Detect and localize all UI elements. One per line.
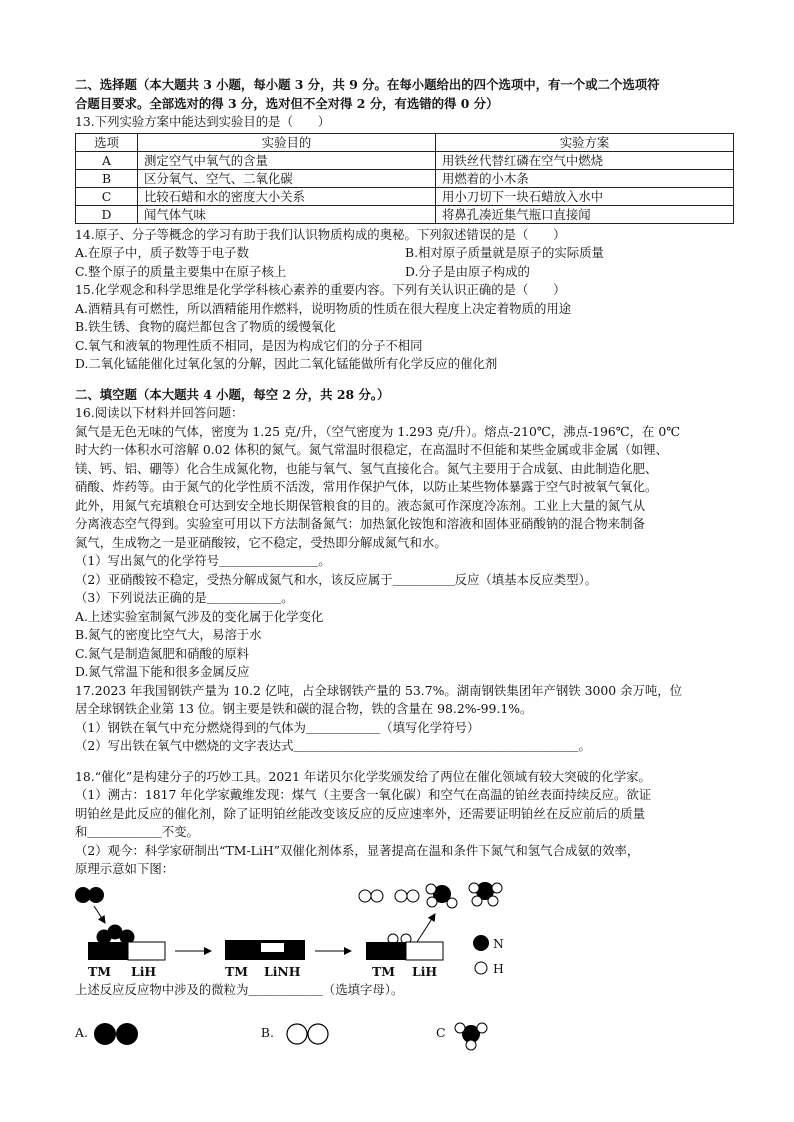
table-cell: B	[76, 169, 138, 187]
q15-option-a: A.酒精具有可燃性，所以酒精能用作燃料，说明物质的性质在很大程度上决定着物质的用途	[75, 300, 572, 316]
table-cell: 测定空气中氧气的含量	[138, 151, 436, 169]
q15-stem: 15.化学观念和科学思维是化学学科核心素养的重要内容。下列有关认识正确的是（ ）	[75, 282, 566, 297]
tm-block-1	[88, 942, 128, 960]
table-cell: 用燃着的小木条	[436, 169, 734, 187]
desorb-arrow	[417, 914, 435, 942]
q16-part-3: （3）下列说法正确的是＿＿＿＿＿＿。	[75, 590, 294, 605]
q16-stem: 16.阅读以下材料并回答问题：	[75, 405, 244, 420]
q15-option-b: B.铁生锈、食物的腐烂都包含了物质的缓慢氧化	[75, 319, 336, 334]
q16-option-b: B.氮气的密度比空气大，易溶于水	[75, 627, 262, 642]
q18-line-6: 原理示意如下图：	[75, 861, 175, 876]
q16-passage-line: 硝酸、炸药等。由于氮气的化学性质不活泼，常用作保护气体，以防止某些物体暴露于空气时被氧气氧化。	[75, 479, 658, 494]
q18-line-3: 明铂丝是此反应的催化剂，除了证明铂丝能改变该反应的反应速率外，还需要证明铂丝在反应前后的质量	[75, 805, 645, 821]
nh3-molecule-1	[426, 884, 457, 908]
q14-option-c: C.整个原子的质量主要集中在原子核上	[75, 263, 287, 279]
q14-stem: 14.原子、分子等概念的学习有助于我们认识物质构成的奥秘。下列叙述错误的是（ ）	[75, 226, 566, 242]
q14-option-d: D.分子是由原子构成的	[405, 263, 530, 279]
table-row	[76, 205, 734, 223]
table-cell: A	[76, 151, 138, 169]
q16-option-a: A.上述实验室制氮气涉及的变化属于化学变化	[75, 608, 324, 624]
table-cell: 将鼻孔凑近集气瓶口直接闻	[436, 205, 734, 223]
tm-label-2: TM	[225, 963, 248, 979]
lih-block-1	[128, 942, 165, 960]
q18-line-4: 和＿＿＿＿＿＿不变。	[75, 824, 199, 839]
table-cell: C	[76, 187, 138, 205]
q18-answer-options	[75, 1014, 735, 1054]
table-row	[76, 187, 734, 205]
q18-line-5: （2）观今：科学家研制出“TM-LiH”双催化剂体系，显著提高在温和条件下氮气和氢气合成氨的效率，	[75, 842, 640, 858]
tm-label-3: TM	[372, 963, 395, 979]
q16-passage-line: 氮气，生成物之一是亚硝酸铵，它不稳定，受热即分解成氮气和水。	[75, 534, 447, 550]
table-cell: 区分氧气、空气、二氧化碳	[138, 169, 436, 187]
q18-line-2: （1）溯古：1817 年化学家戴维发现：煤气（主要含一氧化碳）和空气在高温的铂丝表面持续反应。欲证	[75, 787, 652, 802]
q16-passage-line: 分离液态空气得到。实验室可用以下方法制备氮气：加热氯化铵饱和溶液和固体亚硝酸钠的混合物来制备	[75, 516, 645, 531]
table-header: 实验目的	[138, 133, 436, 151]
lih-label-1: LiH	[131, 963, 157, 979]
fill-section-title: 二、填空题（本大题共 4 小题，每空 2 分，共 28 分。）	[75, 386, 390, 402]
lih-block-3	[406, 942, 443, 960]
q16-passage-line: 镁、钙、铝、硼等）化合生成氮化物，也能与氧气、氢气直接化合。氮气主要用于合成氨、由此制造化肥、	[75, 460, 658, 476]
h2-option-b-icon	[286, 1020, 336, 1048]
q16-option-c: C.氮气是制造氮肥和硝酸的原料	[75, 645, 250, 661]
q18-option-a-label: A.	[75, 1025, 88, 1041]
n2-molecule-top	[75, 887, 104, 903]
q16-part-1: （1）写出氮气的化学符号＿＿＿＿＿＿＿＿。	[75, 553, 331, 568]
adsorb-arrow	[94, 906, 105, 923]
linh-label: LiNH	[264, 963, 301, 979]
nh3-option-c-icon	[449, 1017, 495, 1051]
h2-molecules	[359, 890, 419, 902]
q18-option-c-label: C	[435, 1025, 446, 1041]
tm-label-1: TM	[88, 963, 111, 979]
q15-option-d: D.二氧化锰能催化过氧化氢的分解，因此二氧化锰能做所有化学反应的催化剂	[75, 356, 498, 371]
legend-h-label: H	[493, 960, 504, 976]
q16-passage-line: 此外，用氮气充填粮仓可达到安全地长期保管粮食的目的。液态氮可作深度冷冻剂。工业上大量的氮气从	[75, 497, 645, 513]
lih-label-3: LiH	[412, 963, 438, 979]
n2-option-a-icon	[93, 1020, 143, 1048]
tm-block-3	[366, 942, 406, 960]
q14-options-row-1	[75, 244, 735, 263]
q15-option-c: C.氧气和液氧的物理性质不相同，是因为构成它们的分子不相同	[75, 337, 423, 353]
q13-stem: 13.下列实验方案中能达到实验目的是（ ）	[75, 114, 331, 129]
q16-passage-line: 氮气是无色无味的气体，密度为 1.25 克/升，（空气密度为 1.293 克/升）。熔点-210℃，沸点-196℃，在 0℃	[75, 423, 681, 439]
q18-ask: 上述反应反应物中涉及的微粒为＿＿＿＿＿＿（选填字母）。	[75, 981, 404, 997]
table-header-row	[76, 133, 734, 151]
table-cell: 闻气体气味	[138, 205, 436, 223]
table-cell: 用铁丝代替红磷在空气中燃烧	[436, 151, 734, 169]
q17-line-2: 居全球钢铁企业第 13 位。钢主要是铁和碳的混合物，铁的含量在 98.2%-99.1%。	[75, 701, 533, 716]
choice-section-title-1: 二、选择题（本大题共 3 小题，每小题 3 分，共 9 分。在每小题给出的四个选项中，有一个或二个选项符	[75, 77, 660, 92]
legend-n-label: N	[493, 935, 504, 951]
q17-line-1: 17.2023 年我国钢铁产量为 10.2 亿吨，占全球钢铁产量的 53.7%。湖南钢铁集团年产钢铁 3000 余万吨，位	[75, 682, 683, 698]
q13-table	[75, 133, 734, 224]
exam-page	[75, 76, 735, 1054]
table-row	[76, 151, 734, 169]
catalysis-diagram	[75, 879, 735, 1014]
legend-n-atom	[473, 935, 489, 951]
q14-option-b: B.相对原子质量就是原子的实际质量	[405, 245, 604, 260]
table-cell: 比较石蜡和水的密度大小关系	[138, 187, 436, 205]
q14-option-a: A.在原子中，质子数等于电子数	[75, 245, 249, 260]
table-cell: D	[76, 205, 138, 223]
q18-line-1: 18.“催化”是构建分子的巧妙工具。2021 年诺贝尔化学奖颁发给了两位在催化领域有较大突破的化学家。	[75, 768, 651, 784]
q14-options-row-2	[75, 263, 735, 282]
q18-option-b-label: B.	[260, 1025, 274, 1041]
linh-gap	[261, 943, 284, 952]
table-header: 选项	[76, 133, 138, 151]
q17-part-1: （1）钢铁在氧气中充分燃烧得到的气体为＿＿＿＿＿＿（填写化学符号）	[75, 719, 480, 735]
table-header: 实验方案	[436, 133, 734, 151]
q17-part-2: （2）写出铁在氧气中燃烧的文字表达式＿＿＿＿＿＿＿＿＿＿＿＿＿＿＿＿＿＿＿＿＿＿＿。	[75, 738, 591, 753]
table-cell: 用小刀切下一块石蜡放入水中	[436, 187, 734, 205]
q16-part-2: （2）亚硝酸铵不稳定，受热分解成氮气和水，该反应属于＿＿＿＿＿反应（填基本反应类型）。	[75, 571, 598, 587]
q16-option-d: D.氮气常温下能和很多金属反应	[75, 664, 250, 679]
q16-passage-line: 时大约一体积水可溶解 0.02 体积的氮气。氮气常温时很稳定，在高温时不但能和某些金属或非金属（如锂、	[75, 442, 669, 457]
legend-h-atom	[475, 962, 487, 974]
nh3-molecule-2	[469, 882, 502, 906]
table-row	[76, 169, 734, 187]
choice-section-title-2: 合题目要求。全部选对的得 3 分，选对但不全对得 2 分，有选错的得 0 分）	[75, 95, 499, 111]
